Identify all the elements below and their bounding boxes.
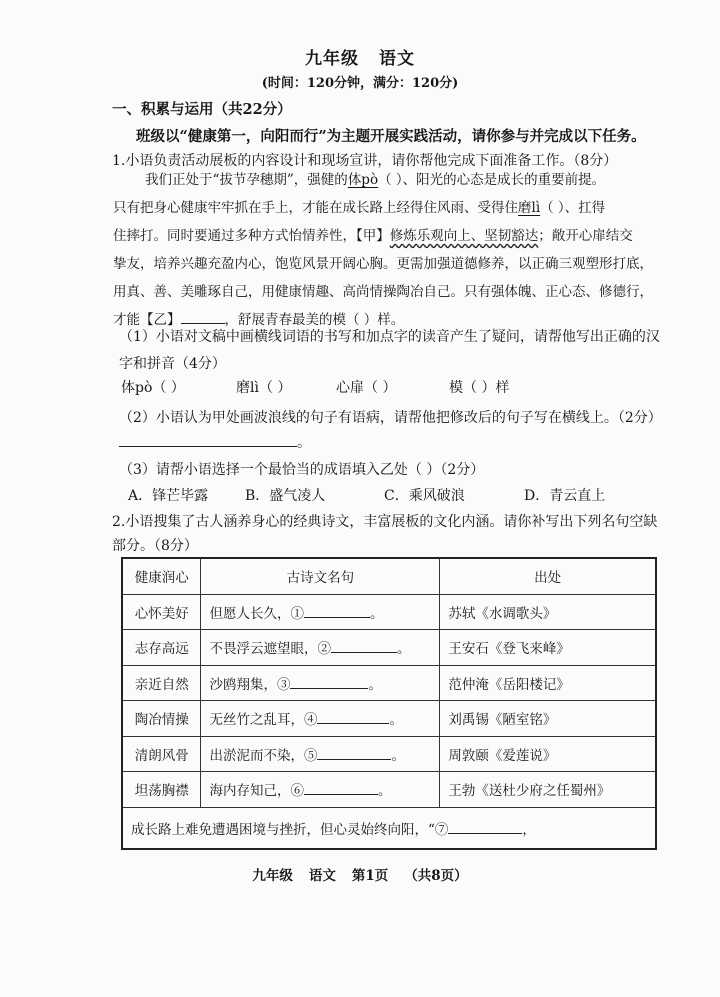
header-theme: 健康润心 (122, 558, 201, 594)
passage-line-2: 只有把身心健康牢牢抓在手上，才能在成长路上经得住风雨、受得住磨lì（ ）、扛得 (113, 200, 606, 216)
exam-info: (时间：120分钟，满分：120分) (261, 76, 459, 91)
table-row-last: 成长路上难免遭遇困境与挫折，但心灵始终向阳，“⑦ ， (122, 807, 656, 849)
passage-line-3: 住摔打。同时要通过多种方式怡情养性，【甲】修炼乐观向上、坚韧豁达；敞开心扉结交 (113, 228, 633, 244)
passage-line-6: 才能【乙】 ，舒展青春最美的模（ ）样。 (113, 312, 405, 328)
word-moli: 磨lì (518, 200, 541, 216)
item-moli[interactable]: 磨lì（ ） (236, 380, 292, 396)
header-verse: 古诗文名句 (201, 558, 440, 594)
subject-label: 语文 (379, 49, 415, 69)
table-row: 清朗风骨 出淤泥而不染，⑤ 。 周敦颐《爱莲说》 (122, 736, 656, 772)
passage-line-5: 用真、善、美雕琢自己，用健康情趣、高尚情操陶冶自己。只有强体魄、正心态、修德行， (113, 284, 653, 300)
question-1-stem: 1.小语负责活动展板的内容设计和现场宣讲，请你帮他完成下面准备工作。（8分） (112, 153, 618, 169)
option-b[interactable]: B．盛气凌人 (245, 488, 326, 504)
blank-3[interactable] (290, 688, 368, 689)
question-2-stem-b: 部分。（8分） (112, 538, 198, 554)
passage-line-1: 我们正处于“拔节孕穗期”，强健的体pò（ ）、阳光的心态是成长的重要前提。 (145, 172, 606, 188)
blank-1[interactable] (304, 617, 370, 618)
sub-question-1-line-a: （1）小语对文稿中画横线词语的书写和加点字的读音产生了疑问，请帮他写出正确的汉 (119, 329, 660, 345)
answer-line-jia[interactable] (119, 446, 297, 447)
header-source: 出处 (440, 558, 656, 594)
exam-title (0, 44, 720, 69)
blank-yi[interactable] (181, 323, 225, 324)
table-row: 坦荡胸襟 海内存知己，⑥ 。 王勃《送杜少府之任蜀州》 (122, 772, 656, 808)
option-d[interactable]: D．青云直上 (524, 488, 606, 504)
sub-question-2-answer: 。 (119, 432, 311, 452)
item-moyang[interactable]: 模（ ）样 (449, 380, 510, 396)
table-row: 亲近自然 沙鸥翔集，③ 。 范仲淹《岳阳楼记》 (122, 665, 656, 701)
table-row: 心怀美好 但愿人长久，① 。 苏轼《水调歌头》 (122, 594, 656, 630)
section-intro: 班级以“健康第一，向阳而行”为主题开展实践活动，请你参与并完成以下任务。 (136, 128, 646, 145)
item-tipo[interactable]: 体pò（ ） (121, 380, 185, 396)
blank-7[interactable] (448, 833, 522, 834)
grade-label: 九年级 (305, 49, 359, 69)
sub-question-1-line-b: 字和拼音（4分） (119, 356, 226, 372)
sub-question-2: （2）小语认为甲处画波浪线的句子有语病，请帮他把修改后的句子写在横线上。（2分） (119, 410, 662, 426)
option-a[interactable]: A．锋芒毕露 (128, 488, 209, 504)
blank-2[interactable] (331, 652, 397, 653)
question-2-stem-a: 2.小语搜集了古人涵养身心的经典诗文，丰富展板的文化内涵。请你补写出下列名句空缺 (112, 514, 658, 530)
page-footer: 九年级 语文 第1页 （共8页） (252, 868, 468, 884)
table-row: 陶冶情操 无丝竹之乱耳，④ 。 刘禹锡《陋室铭》 (122, 701, 656, 737)
item-xinfei[interactable]: 心扉（ ） (336, 380, 397, 396)
blank-4[interactable] (317, 723, 389, 724)
table-row: 志存高远 不畏浮云遮望眼，② 。 王安石《登飞来峰》 (122, 630, 656, 666)
sub-question-3: （3）请帮小语选择一个最恰当的成语填入乙处（ ）（2分） (119, 462, 485, 478)
blank-5[interactable] (317, 759, 391, 760)
poem-table (121, 557, 657, 850)
blank-6[interactable] (304, 794, 378, 795)
word-tipo: 体pò (347, 172, 379, 188)
passage-line-4: 挚友，培养兴趣充盈内心，饱览风景开阔心胸。更需加强道德修养，以正确三观塑形打底， (113, 256, 653, 272)
wavy-sentence: 修炼乐观向上、坚韧豁达 (389, 228, 539, 244)
table-header-row (122, 558, 656, 594)
section-title: 一、积累与运用（共22分） (112, 101, 292, 118)
option-c[interactable]: C．乘风破浪 (384, 488, 465, 504)
